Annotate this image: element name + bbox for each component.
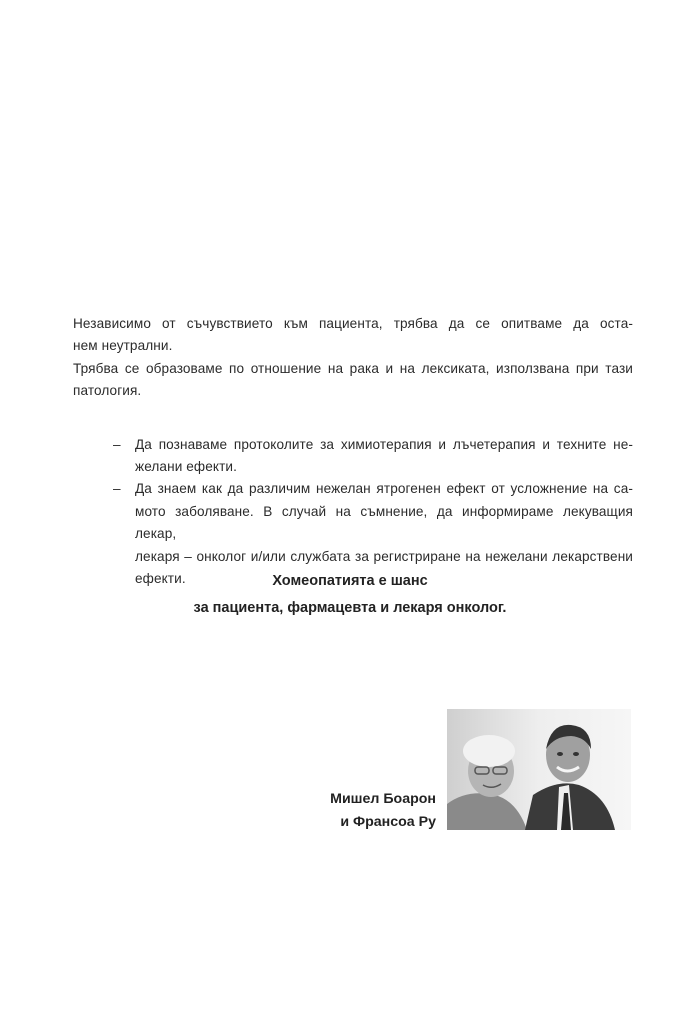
slogan-line-1: Хомеопатията е шанс (272, 573, 428, 589)
author-line-2: и Франсоа Ру (340, 813, 436, 830)
authors-signature (312, 788, 436, 833)
text-line: патология. (73, 383, 142, 399)
slogan (0, 568, 700, 622)
text-line: желани ефекти. (135, 459, 237, 475)
author-line-1: Мишел Боарон (330, 791, 436, 807)
dash-marker: – (113, 481, 121, 497)
text-line: Да познаваме протоколите за химиотерапия и лъчетерапия и техните не- (135, 436, 633, 452)
text-line: Да знаем как да различим нежелан ятрогенен ефект от усложнение на са- (135, 481, 633, 497)
body-text (73, 313, 633, 590)
slogan-line-2: за пациента, фармацевта и лекаря онколог. (193, 600, 507, 616)
text-line: нем неутрални. (73, 338, 173, 354)
text-line: ефекти. (135, 571, 186, 587)
text-line: Независимо от съчувствието към пациента, трябва да се опитваме да оста- (73, 316, 633, 331)
text-line: мото заболяване. В случай на съмнение, да информираме лекуващия лекар, (135, 503, 633, 542)
dash-marker: – (113, 436, 121, 452)
list-item (113, 434, 633, 479)
intro-paragraph (73, 313, 633, 403)
authors-photo (447, 709, 631, 830)
bullet-list (73, 434, 633, 591)
photo-illustration (447, 709, 631, 830)
text-line: Трябва се образоваме по отношение на рака и на лексиката, използвана при тази (73, 360, 633, 376)
text-line: лекаря – онколог и/или службата за регистриране на нежелани лекарствени (135, 548, 633, 564)
